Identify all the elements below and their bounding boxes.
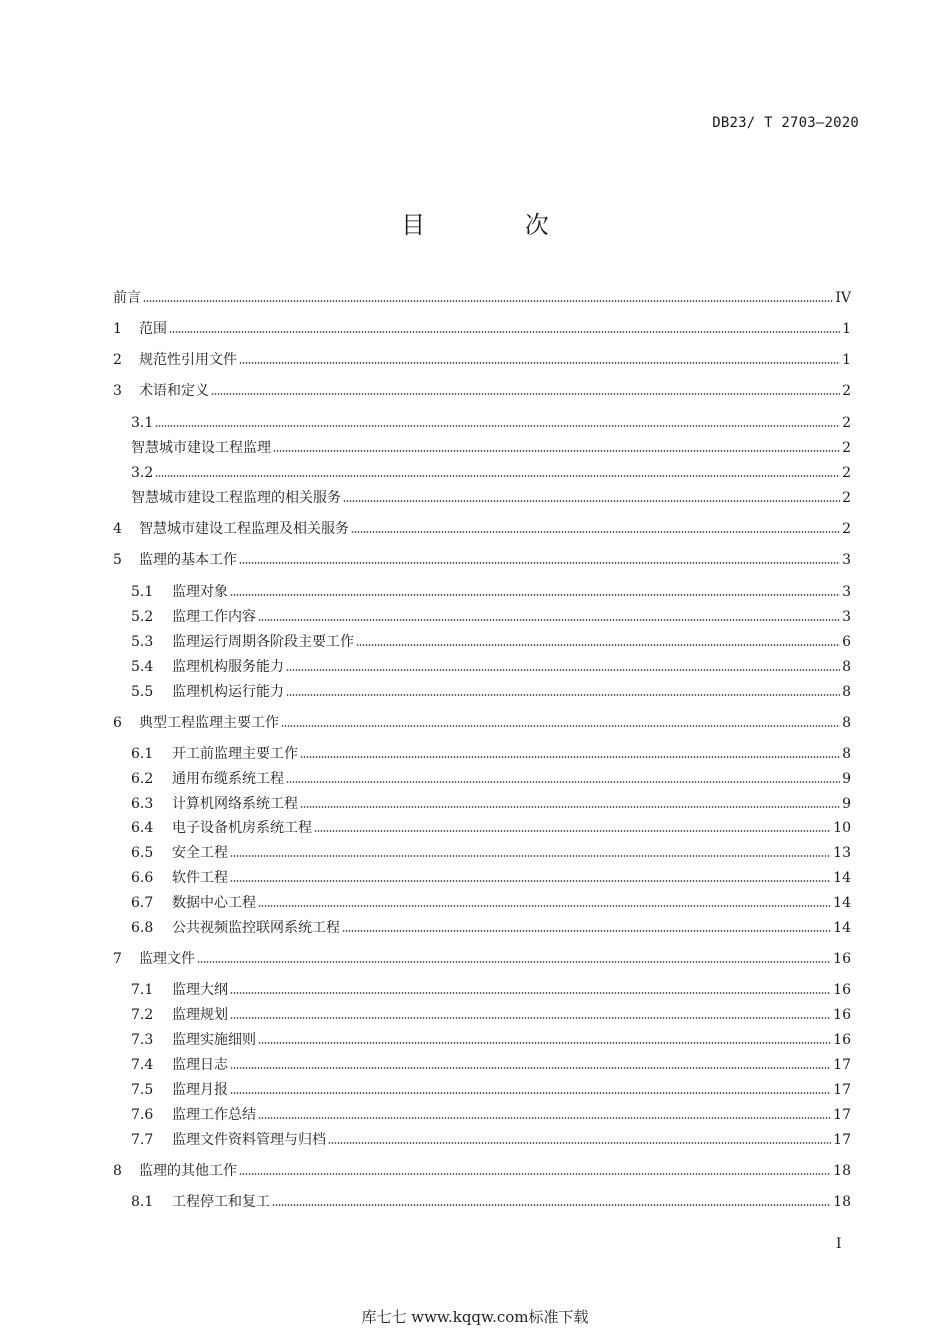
toc-entry[interactable] [131,769,851,789]
toc-entry[interactable] [131,438,851,458]
toc-leader-dots [258,618,840,622]
toc-leader-dots [343,499,840,503]
toc-leader-dots [272,1203,831,1207]
toc-entry-page: 2 [842,415,851,431]
toc-leader-dots [230,1066,831,1070]
toc-entry[interactable] [131,818,851,838]
toc-entry-page: 9 [842,771,851,787]
toc-entry-page: 2 [842,383,851,399]
toc-entry-label: 数据中心工程 [172,895,256,911]
toc-entry-label: 监理机构服务能力 [172,659,284,675]
toc-entry-page: 17 [833,1107,851,1123]
toc-leader-dots [342,929,831,933]
toc-leader-dots [286,780,840,784]
toc-entry-number: 6.7 [131,895,154,911]
toc-leader-dots [239,361,840,365]
toc-entry-number: 7.4 [131,1057,154,1073]
toc-entry-page: 13 [833,845,851,861]
toc-entry-label: 术语和定义 [139,383,209,399]
toc-entry-page: 8 [842,715,851,731]
page-number: I [836,1236,842,1252]
page-title: 目 次 [401,211,595,239]
toc-leader-dots [258,1041,831,1045]
toc-entry[interactable] [131,1055,851,1075]
toc-entry-label: 计算机网络系统工程 [172,796,298,812]
toc-entry-label: 工程停工和复工 [172,1194,270,1210]
toc-entry-number: 5 [113,552,122,568]
toc-leader-dots [239,1172,831,1176]
toc-entry-number: 3.1 [131,415,154,431]
toc-entry-label: 公共视频监控联网系统工程 [172,920,340,936]
toc-entry-number: 3 [113,383,122,399]
toc-leader-dots [211,392,840,396]
toc-entry[interactable] [113,381,851,401]
toc-entry-label: 通用布缆系统工程 [172,771,284,787]
toc-entry-number: 4 [113,521,122,537]
toc-entry-number: 7.7 [131,1132,154,1148]
toc-leader-dots [300,755,840,759]
toc-entry[interactable] [131,1030,851,1050]
standard-code: DB23/ T 2703—2020 [712,115,859,131]
toc-entry-number: 7.3 [131,1032,154,1048]
toc-entry-number: 7 [113,951,122,967]
toc-leader-dots [155,424,840,428]
toc-entry-page: 6 [842,634,851,650]
toc-leader-dots [197,960,831,964]
toc-entry[interactable] [113,288,851,308]
toc-entry[interactable] [131,843,851,863]
toc-entry[interactable] [131,488,851,508]
toc-entry[interactable] [113,949,851,969]
toc-entry-page: 2 [842,490,851,506]
toc-entry[interactable] [131,744,851,764]
toc-entry-label: 监理规划 [172,1007,228,1023]
toc-entry[interactable] [131,893,851,913]
toc-entry-label: 智慧城市建设工程监理 [131,440,271,456]
toc-entry[interactable] [113,519,851,539]
toc-entry-label: 开工前监理主要工作 [172,746,298,762]
toc-leader-dots [258,1116,831,1120]
toc-entry-page: 14 [833,895,851,911]
toc-entry[interactable] [131,413,851,433]
toc-entry-page: 3 [842,552,851,568]
toc-entry-number: 5.1 [131,584,154,600]
toc-leader-dots [281,724,840,728]
toc-entry-label: 监理工作内容 [172,609,256,625]
toc-entry-label: 监理的基本工作 [139,552,237,568]
toc-entry-number: 7.5 [131,1082,154,1098]
toc-entry-label: 监理机构运行能力 [172,684,284,700]
toc-entry-number: 3.2 [131,465,154,481]
toc-entry-label: 安全工程 [172,845,228,861]
toc-leader-dots [230,854,831,858]
toc-entry[interactable] [113,713,851,733]
toc-entry-page: IV [835,290,851,306]
toc-entry-page: 2 [842,440,851,456]
toc-leader-dots [314,829,831,833]
toc-entry-page: 16 [833,1007,851,1023]
toc-entry[interactable] [131,1105,851,1125]
toc-entry[interactable] [131,918,851,938]
toc-entry-page: 2 [842,521,851,537]
toc-entry-label: 智慧城市建设工程监理及相关服务 [139,521,349,537]
toc-entry-number: 6.3 [131,796,154,812]
toc-leader-dots [286,668,840,672]
toc-entry[interactable] [131,980,851,1000]
toc-leader-dots [286,693,840,697]
toc-entry-label: 规范性引用文件 [139,352,237,368]
toc-leader-dots [155,474,840,478]
toc-entry[interactable] [131,582,851,602]
toc-entry[interactable] [131,657,851,677]
toc-entry-label: 典型工程监理主要工作 [139,715,279,731]
toc-entry-page: 8 [842,684,851,700]
toc-entry-label: 监理文件资料管理与归档 [172,1132,326,1148]
toc-entry-number: 6.5 [131,845,154,861]
toc-entry-number: 7.1 [131,982,154,998]
toc-entry-label: 电子设备机房系统工程 [172,820,312,836]
toc-entry-number: 7.2 [131,1007,154,1023]
toc-entry[interactable] [131,868,851,888]
toc-leader-dots [351,530,840,534]
toc-entry-number: 8 [113,1163,122,1179]
toc-leader-dots [356,643,840,647]
toc-entry-label: 监理文件 [139,951,195,967]
toc-entry-label: 前言 [113,290,141,306]
toc-entry-label: 监理大纲 [172,982,228,998]
toc-entry-page: 16 [833,1032,851,1048]
toc-leader-dots [239,561,840,565]
toc-leader-dots [230,1016,831,1020]
toc-entry-label: 监理实施细则 [172,1032,256,1048]
toc-entry-label: 范围 [139,321,167,337]
toc-entry-label: 监理对象 [172,584,228,600]
toc-entry-number: 2 [113,352,122,368]
toc-entry[interactable] [131,607,851,627]
toc-entry[interactable] [131,1005,851,1025]
toc-entry-page: 18 [833,1163,851,1179]
toc-leader-dots [230,879,831,883]
toc-entry[interactable] [113,319,851,339]
toc-entry-page: 14 [833,920,851,936]
toc-entry[interactable] [113,550,851,570]
toc-entry[interactable] [131,463,851,483]
toc-entry-label: 监理工作总结 [172,1107,256,1123]
toc-entry-number: 5.5 [131,684,154,700]
toc-entry-number: 6 [113,715,122,731]
toc-entry-page: 10 [833,820,851,836]
toc-leader-dots [300,805,840,809]
toc-entry-page: 8 [842,659,851,675]
toc-entry[interactable] [113,1161,851,1181]
watermark-text: 库七七 www.kqqw.com标准下载 [361,1308,589,1326]
toc-entry-page: 8 [842,746,851,762]
toc-leader-dots [230,991,831,995]
toc-entry[interactable] [131,794,851,814]
toc-entry-label: 监理日志 [172,1057,228,1073]
toc-entry-number: 6.2 [131,771,154,787]
toc-entry-label: 监理的其他工作 [139,1163,237,1179]
toc-leader-dots [328,1141,831,1145]
toc-entry-number: 5.2 [131,609,154,625]
toc-entry-number: 1 [113,321,122,337]
toc-entry-number: 6.4 [131,820,154,836]
toc-entry-page: 17 [833,1057,851,1073]
toc-entry-page: 1 [842,321,851,337]
toc-entry-page: 16 [833,982,851,998]
toc-leader-dots [258,904,831,908]
toc-entry[interactable] [131,1080,851,1100]
toc-entry-number: 6.6 [131,870,154,886]
toc-entry-page: 18 [833,1194,851,1210]
toc-entry-page: 16 [833,951,851,967]
toc-entry-number: 5.3 [131,634,154,650]
toc-entry-page: 2 [842,465,851,481]
toc-entry-page: 3 [842,609,851,625]
toc-entry-number: 6.1 [131,746,154,762]
toc-entry-page: 17 [833,1082,851,1098]
toc-entry[interactable] [131,632,851,652]
toc-entry-number: 5.4 [131,659,154,675]
toc-entry-label: 监理月报 [172,1082,228,1098]
toc-entry-page: 17 [833,1132,851,1148]
toc-entry-page: 3 [842,584,851,600]
toc-entry-label: 软件工程 [172,870,228,886]
toc-leader-dots [169,330,840,334]
toc-entry-page: 1 [842,352,851,368]
toc-leader-dots [230,1091,831,1095]
toc-entry-number: 7.6 [131,1107,154,1123]
toc-leader-dots [230,593,840,597]
toc-entry-label: 监理运行周期各阶段主要工作 [172,634,354,650]
toc-leader-dots [273,449,840,453]
toc-entry[interactable] [131,1192,851,1212]
toc-leader-dots [143,299,833,303]
toc-entry-number: 8.1 [131,1194,154,1210]
toc-entry[interactable] [131,682,851,702]
toc-entry-number: 6.8 [131,920,154,936]
toc-entry[interactable] [131,1130,851,1150]
toc-entry-page: 9 [842,796,851,812]
toc-entry-page: 14 [833,870,851,886]
toc-entry-label: 智慧城市建设工程监理的相关服务 [131,490,341,506]
toc-entry[interactable] [113,350,851,370]
